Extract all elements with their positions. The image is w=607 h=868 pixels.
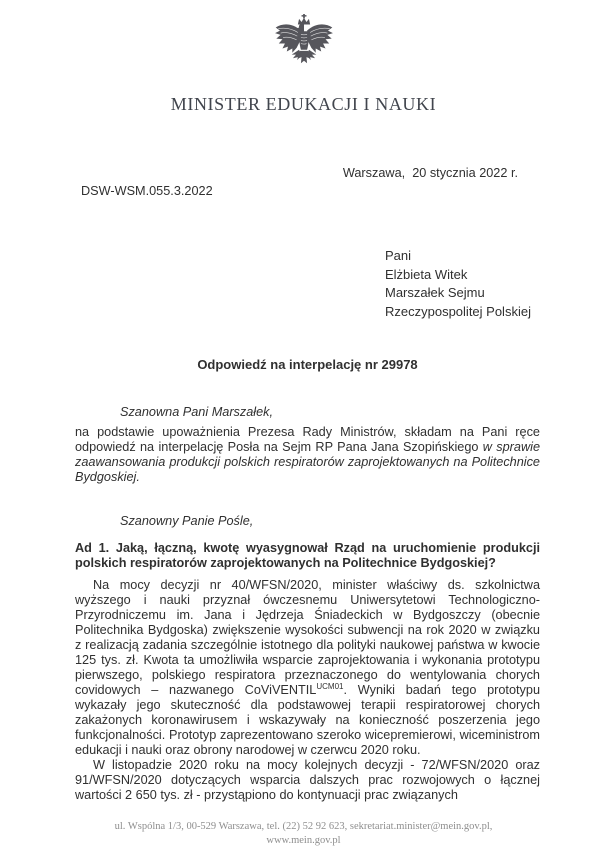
interpellation-title-italic: w sprawie zaawansowania produkcji polskich respiratorów zaprojektowanych na Politechnice Bydgoskiej. <box>75 440 540 484</box>
paragraph-answer-2: W listopadzie 2020 roku na mocy kolejnych decyzji - 72/WFSN/2020 oraz 91/WFSN/2020 dotyczących wsparcia dalszych prac rozwojowych o łącznej wartości 2 650 tys. zł - przystąpiono do kontynuacji prac związanych <box>75 758 540 802</box>
question-1-heading: Ad 1. Jaką, łączną, kwotę wyasygnował Rząd na uruchomienie produkcji polskich respiratorów zaprojektowanych na Politechnice Bydgoskiej? <box>75 541 540 570</box>
salutation-posel: Szanowny Panie Pośle, <box>120 514 254 528</box>
polish-eagle-emblem-icon <box>273 14 335 78</box>
coviventil-superscript: UCM01 <box>316 681 344 691</box>
answer-1-text-cont: . Wyniki badań tego prototypu wykazały jego skuteczność dla podstawowej terapii respiratorowej chorych zakażonych koronawirusem i wskazywały na konieczność poszerzenia jego funkcjonalności. Prototyp zaprezentowano szeroko wicepremierowi, wiceministrom edukacji i nauki oraz obrony narodowej w czerwcu 2020 roku. <box>75 683 540 757</box>
recipient-line: Rzeczypospolitej Polskiej <box>385 303 531 319</box>
recipient-block <box>385 247 540 321</box>
answer-1-text: Na mocy decyzji nr 40/WFSN/2020, minister właściwy ds. szkolnictwa wyższego i nauki przyznał ówczesnemu Uniwersytetowi Technologiczno-Przyrodniczemu im. Jana i Jędrzeja Śniadeckich w Bydgoszczy (obecnie Politechnika Bydgoska) zwiększenie wysokości subwencji na rok 2020 w związku z realizacją zadania szczególnie istotnego dla polityki naukowej państwa w kwocie 125 tys. zł. Kwota ta umożliwiła wsparcie zaprojektowania i wykonania prototypu pierwszego, polskiego respiratora przeznaczonego do wentylowania chorych covidowych – nazwanego CoViVENTIL <box>75 578 540 697</box>
recipient-line: Elżbieta Witek <box>385 266 468 282</box>
footer-address-line: ul. Wspólna 1/3, 00-529 Warszawa, tel. (22) 52 92 623, sekretariat.minister@mein.gov.pl, <box>114 821 493 832</box>
paragraph-intro <box>75 425 540 485</box>
ministry-title: MINISTER EDUKACJI I NAUKI <box>170 94 437 114</box>
paragraph-intro-regular: na podstawie upoważnienia Prezesa Rady Ministrów, składam na Pani ręce odpowiedź na interpelację Posła na Sejm RP Pana Jana Szopińskiego <box>75 425 540 454</box>
polish-eagle-icon <box>273 14 335 78</box>
subject-line: Odpowiedź na interpelację nr 29978 <box>197 357 418 372</box>
letter-footer <box>0 820 607 848</box>
footer-website: www.mein.gov.pl <box>266 835 341 846</box>
recipient-line: Pani <box>385 248 412 263</box>
letter-content <box>0 166 607 803</box>
paragraph-answer-1 <box>75 578 540 758</box>
recipient-line: Marszałek Sejmu <box>385 285 485 300</box>
salutation-marszalek: Szanowna Pani Marszałek, <box>120 405 274 419</box>
place-and-date: Warszawa, 20 stycznia 2022 r. <box>342 166 518 180</box>
reference-number: DSW-WSM.055.3.2022 <box>81 184 213 198</box>
